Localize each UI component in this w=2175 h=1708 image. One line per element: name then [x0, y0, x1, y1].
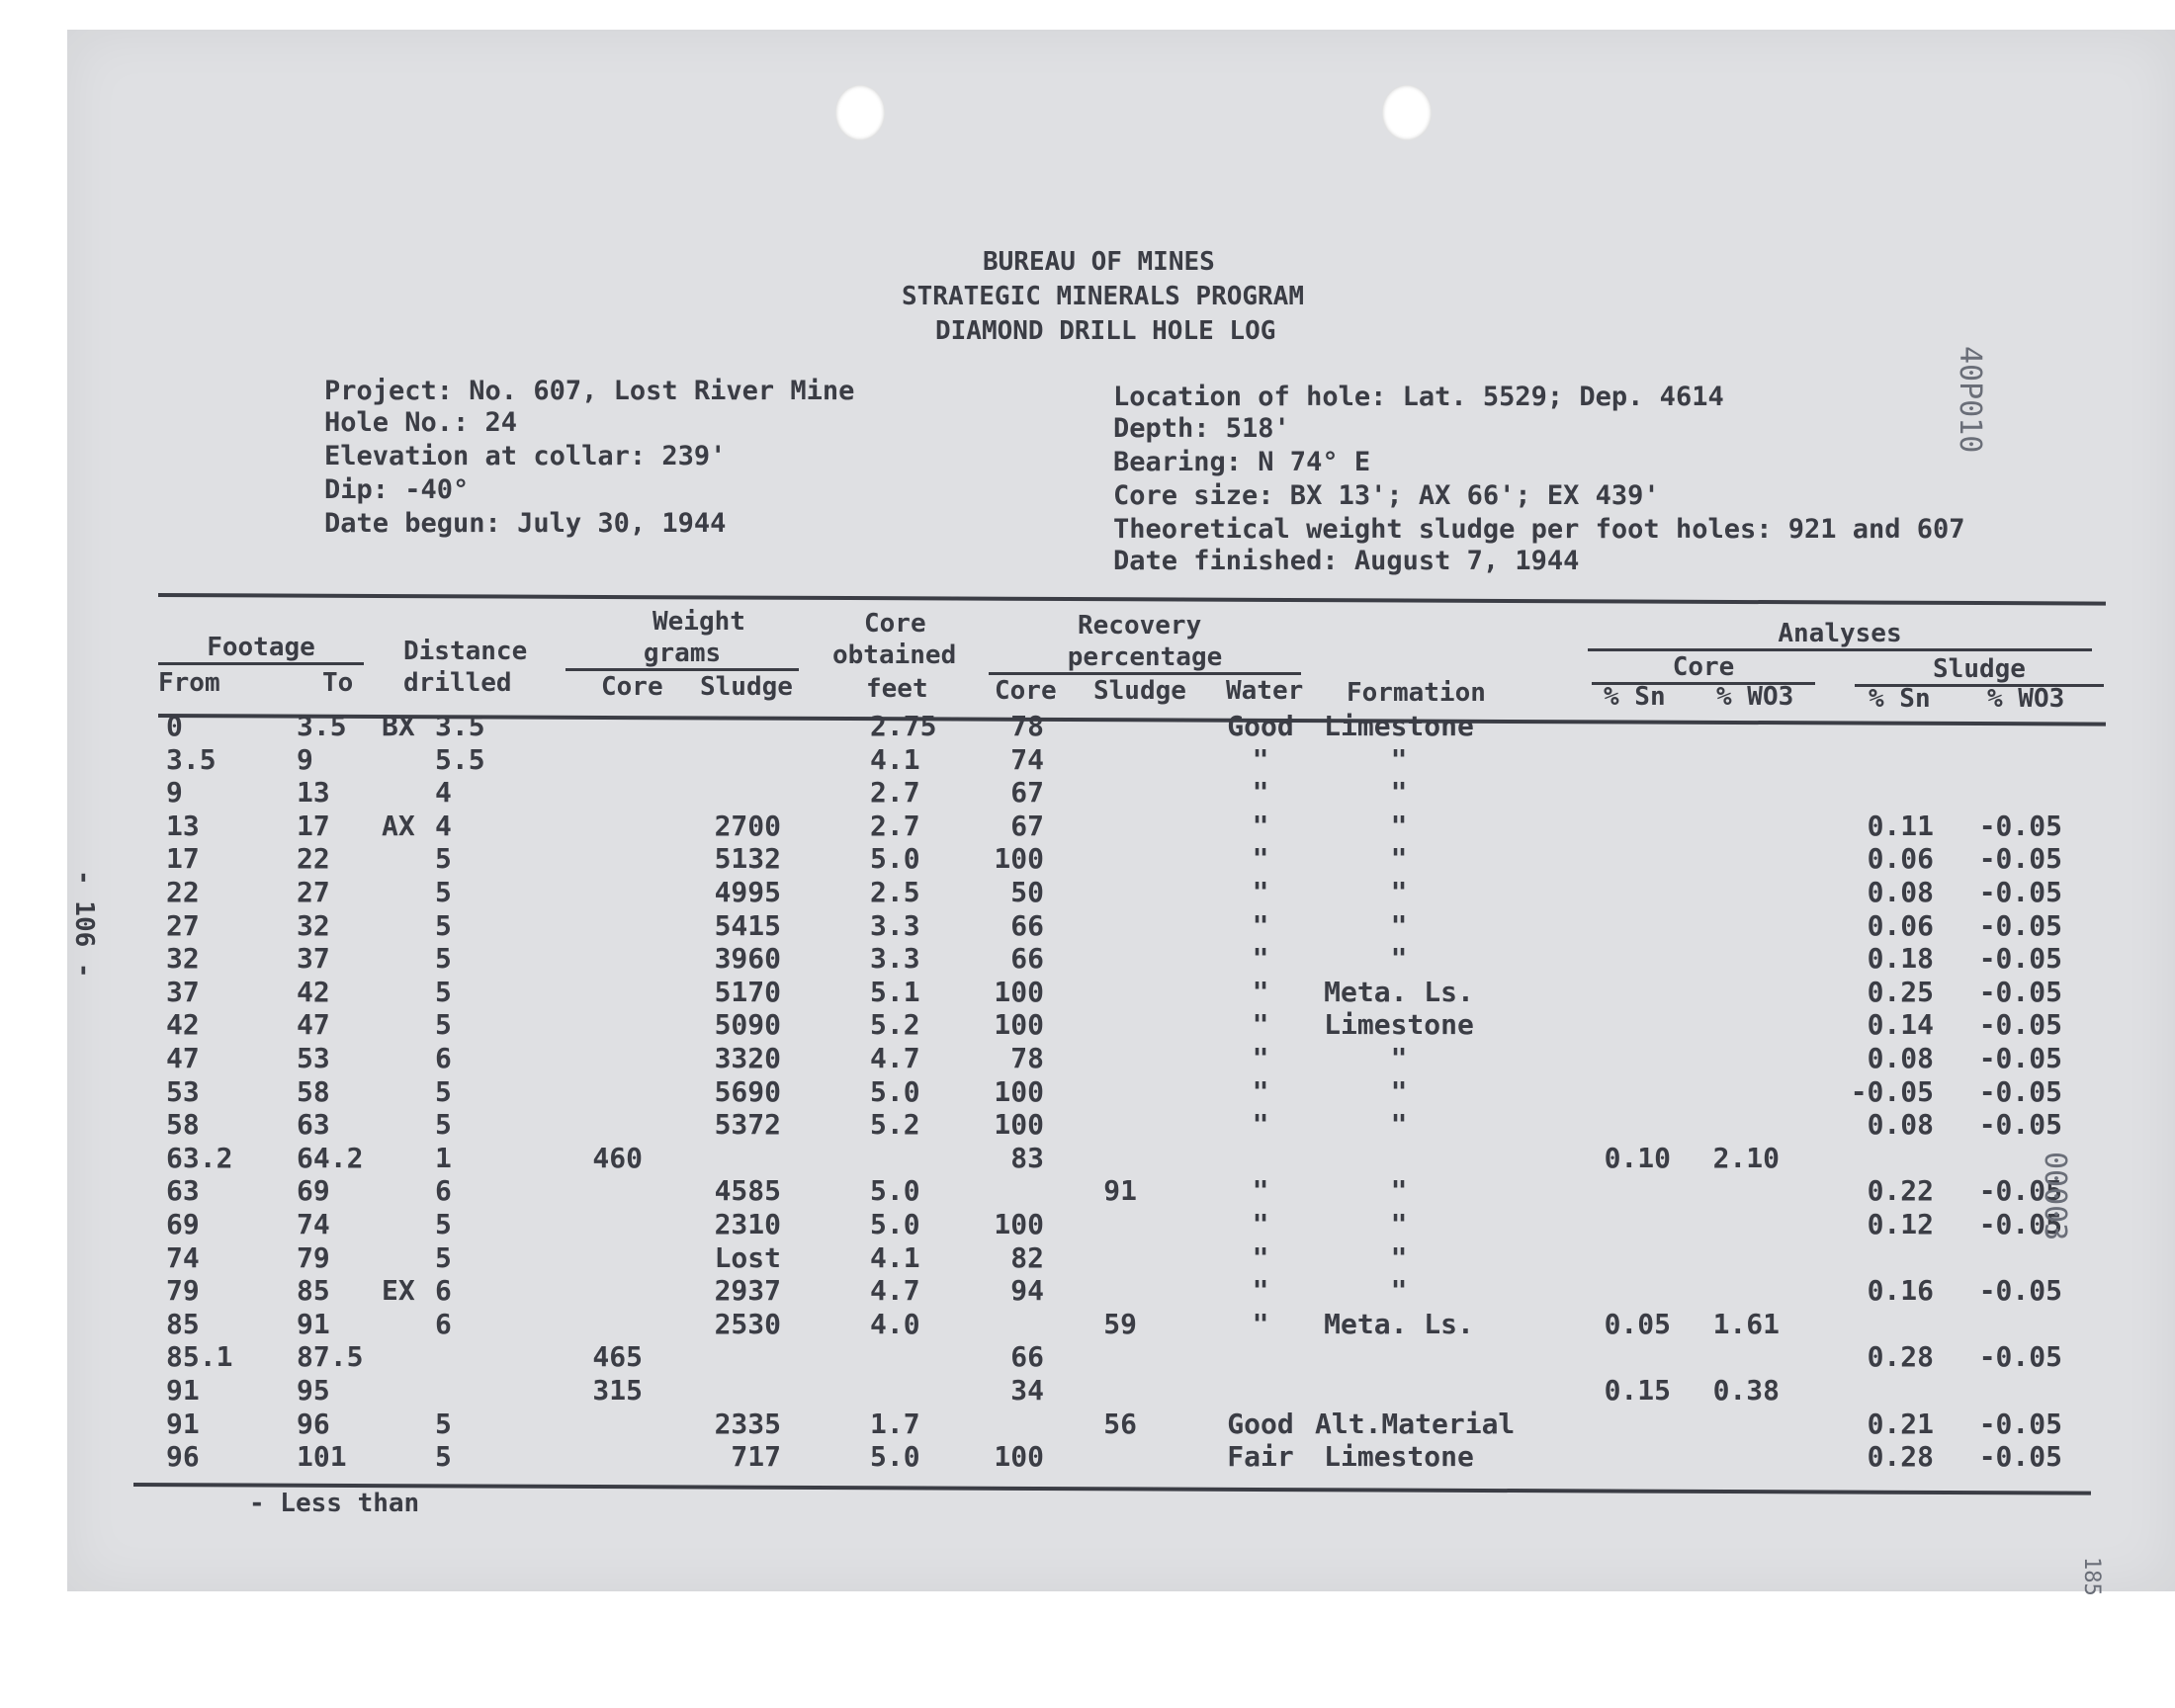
cell-rcore: 78 — [1010, 1042, 1044, 1074]
cell-form: " — [1390, 1240, 1408, 1274]
cell-from: 17 — [166, 842, 200, 876]
cell-cwo3: 2.10 — [1712, 1141, 1780, 1174]
cell-water: " — [1252, 876, 1269, 908]
cell-cob: 4.7 — [870, 1274, 920, 1308]
cell-swo3: -0.05 — [1978, 908, 2062, 942]
cell-cob: 3.3 — [870, 942, 920, 976]
cell-swo3: -0.05 — [1978, 1340, 2062, 1374]
cell-rcore: 100 — [994, 1008, 1044, 1042]
punch-hole-left — [835, 85, 885, 140]
cell-to: 85 — [297, 1274, 330, 1308]
cell-water: " — [1252, 809, 1269, 842]
cell-wsludge: 5415 — [714, 908, 781, 942]
cell-wsludge: 5090 — [714, 1008, 781, 1042]
cell-wsludge: 3960 — [714, 942, 781, 976]
cell-wsludge: 2937 — [714, 1274, 781, 1308]
cell-from: 9 — [166, 776, 183, 810]
cell-dist: 5 — [435, 942, 452, 976]
cell-size: EX — [382, 1274, 415, 1308]
cell-dist: 1 — [435, 1141, 452, 1174]
cell-swo3: -0.05 — [1978, 1174, 2062, 1208]
cell-rcore: 66 — [1010, 942, 1044, 976]
cell-to: 3.5 — [297, 710, 347, 742]
cell-swo3: -0.05 — [1978, 975, 2062, 1008]
cell-water: Good — [1227, 1407, 1294, 1440]
cell-dist: 6 — [435, 1174, 452, 1208]
cell-cob: 5.2 — [870, 1008, 920, 1042]
cell-dist: 5.5 — [435, 742, 485, 776]
cell-wsludge: 2310 — [714, 1208, 781, 1240]
cell-ssn: 0.12 — [1867, 1208, 1934, 1240]
cell-rcore: 100 — [994, 842, 1044, 876]
cell-water: " — [1252, 742, 1269, 776]
cell-water: Fair — [1227, 1440, 1294, 1474]
cell-ssn: 0.08 — [1867, 1108, 1934, 1142]
cell-wsludge: 3320 — [714, 1042, 781, 1074]
cell-rcore: 100 — [994, 1208, 1044, 1240]
cell-to: 79 — [297, 1240, 330, 1274]
cell-size: BX — [382, 710, 415, 742]
theoretical-weight: Theoretical weight sludge per foot holes: 921 and 607 — [1113, 514, 1965, 545]
cell-cob: 5.0 — [870, 1074, 920, 1108]
cell-dist: 5 — [435, 1008, 452, 1042]
cell-cob: 2.7 — [870, 776, 920, 810]
cell-cob: 4.1 — [870, 742, 920, 776]
cell-swo3: -0.05 — [1978, 1440, 2062, 1474]
cell-swo3: -0.05 — [1978, 876, 2062, 908]
col-weight-core: Core — [601, 672, 663, 702]
cell-form: Limestone — [1324, 710, 1474, 742]
cell-from: 63.2 — [166, 1141, 233, 1174]
cell-wcore: 465 — [592, 1340, 643, 1374]
cell-to: 22 — [297, 842, 330, 876]
cell-from: 85.1 — [166, 1340, 233, 1374]
cell-rcore: 78 — [1010, 710, 1044, 742]
cell-from: 58 — [166, 1108, 200, 1142]
cell-water: " — [1252, 1074, 1269, 1108]
cell-rcore: 50 — [1010, 876, 1044, 908]
col-recovery: Recovery — [1078, 611, 1202, 640]
cell-form: " — [1390, 842, 1408, 876]
cell-cob: 5.0 — [870, 842, 920, 876]
cell-ssn: 0.08 — [1867, 876, 1934, 908]
cell-to: 64.2 — [297, 1141, 364, 1174]
cell-water: " — [1252, 1108, 1269, 1142]
cell-from: 74 — [166, 1240, 200, 1274]
cell-from: 96 — [166, 1440, 200, 1474]
col-core-obtained-2: obtained — [832, 640, 957, 670]
cell-to: 27 — [297, 876, 330, 908]
cell-swo3: -0.05 — [1978, 1208, 2062, 1240]
cell-form: Limestone — [1324, 1008, 1474, 1042]
cell-cob: 1.7 — [870, 1407, 920, 1440]
col-weight: Weight — [652, 607, 745, 637]
col-core-sn: % Sn — [1604, 682, 1666, 712]
cell-ssn: 0.14 — [1867, 1008, 1934, 1042]
cell-wsludge: 717 — [731, 1440, 781, 1474]
cell-wsludge: 2700 — [714, 809, 781, 842]
col-drilled: drilled — [403, 668, 512, 698]
cell-form: Meta. Ls. — [1324, 975, 1474, 1008]
cell-cob: 2.5 — [870, 876, 920, 908]
cell-from: 91 — [166, 1374, 200, 1407]
cell-cwo3: 0.38 — [1712, 1374, 1780, 1407]
cell-dist: 5 — [435, 876, 452, 908]
cell-csn: 0.05 — [1604, 1307, 1671, 1340]
cell-form: " — [1390, 908, 1408, 942]
col-sludge-wo3: % WO3 — [1987, 684, 2065, 714]
cell-ssn: 0.06 — [1867, 842, 1934, 876]
cell-form: " — [1390, 1208, 1408, 1240]
cell-rcore: 34 — [1010, 1374, 1044, 1407]
cell-swo3: -0.05 — [1978, 1407, 2062, 1440]
cell-from: 47 — [166, 1042, 200, 1074]
cell-swo3: -0.05 — [1978, 1042, 2062, 1074]
cell-dist: 6 — [435, 1307, 452, 1340]
cell-rcore: 100 — [994, 1074, 1044, 1108]
cell-water: " — [1252, 1274, 1269, 1308]
cell-to: 91 — [297, 1307, 330, 1340]
cell-water: " — [1252, 1307, 1269, 1340]
cell-to: 58 — [297, 1074, 330, 1108]
cell-wcore: 460 — [592, 1141, 643, 1174]
header-line-2: STRATEGIC MINERALS PROGRAM — [902, 282, 1304, 311]
page-number: - 106 - — [69, 870, 99, 979]
project-info: Project: No. 607, Lost River Mine — [324, 376, 855, 406]
cell-swo3: -0.05 — [1978, 1108, 2062, 1142]
cell-to: 87.5 — [297, 1340, 364, 1374]
cell-cob: 5.0 — [870, 1174, 920, 1208]
cell-cob: 4.7 — [870, 1042, 920, 1074]
cell-form: " — [1390, 1074, 1408, 1108]
cell-to: 53 — [297, 1042, 330, 1074]
cell-water: " — [1252, 1174, 1269, 1208]
hole-number: Hole No.: 24 — [324, 407, 518, 438]
cell-cwo3: 1.61 — [1712, 1307, 1780, 1340]
cell-rcore: 67 — [1010, 809, 1044, 842]
col-to: To — [322, 668, 354, 698]
cell-swo3: -0.05 — [1978, 1074, 2062, 1108]
cell-wsludge: Lost — [714, 1240, 781, 1274]
cell-rcore: 66 — [1010, 908, 1044, 942]
cell-dist: 5 — [435, 1074, 452, 1108]
cell-rsludge: 56 — [1103, 1407, 1137, 1440]
cell-dist: 5 — [435, 975, 452, 1008]
cell-cob: 3.3 — [870, 908, 920, 942]
cell-from: 32 — [166, 942, 200, 976]
col-percentage: percentage — [989, 642, 1301, 675]
cell-rcore: 100 — [994, 1440, 1044, 1474]
header-line-1: BUREAU OF MINES — [983, 247, 1215, 277]
cell-to: 101 — [297, 1440, 347, 1474]
cell-wsludge: 5372 — [714, 1108, 781, 1142]
cell-form: Limestone — [1324, 1440, 1474, 1474]
cell-ssn: 0.21 — [1867, 1407, 1934, 1440]
cell-form: " — [1390, 776, 1408, 810]
punch-hole-right — [1382, 85, 1432, 140]
cell-to: 96 — [297, 1407, 330, 1440]
cell-to: 95 — [297, 1374, 330, 1407]
cell-ssn: -0.05 — [1850, 1074, 1934, 1108]
cell-water: " — [1252, 1208, 1269, 1240]
cell-to: 69 — [297, 1174, 330, 1208]
cell-dist: 5 — [435, 842, 452, 876]
cell-rsludge: 59 — [1103, 1307, 1137, 1340]
cell-wsludge: 5170 — [714, 975, 781, 1008]
cell-from: 63 — [166, 1174, 200, 1208]
cell-form: " — [1390, 1108, 1408, 1142]
cell-from: 69 — [166, 1208, 200, 1240]
cell-cob: 5.0 — [870, 1208, 920, 1240]
cell-swo3: -0.05 — [1978, 1274, 2062, 1308]
cell-wsludge: 5690 — [714, 1074, 781, 1108]
footnote: - Less than — [249, 1489, 420, 1518]
col-analyses-core: Core — [1592, 652, 1815, 685]
cell-to: 9 — [297, 742, 313, 776]
col-core-wo3: % WO3 — [1716, 682, 1794, 712]
header-line-3: DIAMOND DRILL HOLE LOG — [935, 316, 1276, 346]
cell-wsludge: 4585 — [714, 1174, 781, 1208]
bearing: Bearing: N 74° E — [1113, 447, 1371, 477]
col-core-obtained-1: Core — [864, 609, 926, 639]
col-core-obtained-3: feet — [866, 674, 928, 704]
cell-rcore: 83 — [1010, 1141, 1044, 1174]
cell-form: " — [1390, 1042, 1408, 1074]
cell-from: 13 — [166, 809, 200, 842]
cell-from: 27 — [166, 908, 200, 942]
cell-cob: 2.75 — [870, 710, 937, 742]
cell-form: " — [1390, 809, 1408, 842]
cell-dist: 5 — [435, 1208, 452, 1240]
cell-dist: 5 — [435, 1108, 452, 1142]
col-analyses: Analyses — [1588, 619, 2092, 651]
stamp-mid: 00003 — [2038, 1152, 2072, 1241]
cell-water: " — [1252, 942, 1269, 976]
cell-csn: 0.10 — [1604, 1141, 1671, 1174]
cell-swo3: -0.05 — [1978, 842, 2062, 876]
cell-from: 85 — [166, 1307, 200, 1340]
cell-cob: 5.0 — [870, 1440, 920, 1474]
cell-water: " — [1252, 908, 1269, 942]
cell-form: Meta. Ls. — [1324, 1307, 1474, 1340]
cell-csn: 0.15 — [1604, 1374, 1671, 1407]
cell-rsludge: 91 — [1103, 1174, 1137, 1208]
date-begun: Date begun: July 30, 1944 — [324, 508, 727, 539]
cell-wsludge: 2335 — [714, 1407, 781, 1440]
col-formation: Formation — [1347, 678, 1486, 708]
cell-to: 13 — [297, 776, 330, 810]
cell-dist: 6 — [435, 1274, 452, 1308]
col-recovery-sludge: Sludge — [1093, 676, 1186, 706]
cell-dist: 5 — [435, 1407, 452, 1440]
cell-dist: 5 — [435, 1240, 452, 1274]
cell-ssn: 0.11 — [1867, 809, 1934, 842]
cell-to: 47 — [297, 1008, 330, 1042]
cell-rcore: 74 — [1010, 742, 1044, 776]
cell-form: " — [1390, 742, 1408, 776]
col-distance: Distance — [403, 637, 528, 666]
cell-from: 22 — [166, 876, 200, 908]
cell-dist: 5 — [435, 1440, 452, 1474]
cell-to: 37 — [297, 942, 330, 976]
cell-rcore: 66 — [1010, 1340, 1044, 1374]
cell-wsludge: 4995 — [714, 876, 781, 908]
date-finished: Date finished: August 7, 1944 — [1113, 546, 1580, 576]
cell-rcore: 94 — [1010, 1274, 1044, 1308]
cell-wcore: 315 — [592, 1374, 643, 1407]
core-size: Core size: BX 13'; AX 66'; EX 439' — [1113, 480, 1660, 511]
cell-cob: 5.2 — [870, 1108, 920, 1142]
cell-water: " — [1252, 1240, 1269, 1274]
cell-from: 91 — [166, 1407, 200, 1440]
cell-ssn: 0.28 — [1867, 1340, 1934, 1374]
cell-water: " — [1252, 842, 1269, 876]
cell-to: 17 — [297, 809, 330, 842]
cell-rcore: 82 — [1010, 1240, 1044, 1274]
cell-ssn: 0.16 — [1867, 1274, 1934, 1308]
cell-rcore: 67 — [1010, 776, 1044, 810]
col-water: Water — [1226, 676, 1304, 706]
col-weight-sludge: Sludge — [700, 672, 793, 702]
elevation-at-collar: Elevation at collar: 239' — [324, 441, 727, 471]
cell-rcore: 100 — [994, 975, 1044, 1008]
cell-ssn: 0.06 — [1867, 908, 1934, 942]
cell-water: " — [1252, 1008, 1269, 1042]
cell-from: 0 — [166, 710, 183, 742]
cell-form: " — [1390, 1274, 1408, 1308]
cell-rcore: 100 — [994, 1108, 1044, 1142]
cell-cob: 5.1 — [870, 975, 920, 1008]
col-recovery-core: Core — [995, 676, 1057, 706]
dip: Dip: -40° — [324, 474, 470, 505]
cell-to: 63 — [297, 1108, 330, 1142]
depth: Depth: 518' — [1113, 413, 1290, 444]
cell-wsludge: 2530 — [714, 1307, 781, 1340]
cell-cob: 4.1 — [870, 1240, 920, 1274]
cell-ssn: 0.18 — [1867, 942, 1934, 976]
cell-form: " — [1390, 876, 1408, 908]
cell-water: " — [1252, 1042, 1269, 1074]
cell-wsludge: 5132 — [714, 842, 781, 876]
cell-form: " — [1390, 1174, 1408, 1208]
location-of-hole: Location of hole: Lat. 5529; Dep. 4614 — [1113, 382, 1724, 412]
cell-cob: 4.0 — [870, 1307, 920, 1340]
cell-dist: 6 — [435, 1042, 452, 1074]
col-footage: Footage — [158, 633, 364, 665]
cell-from: 37 — [166, 975, 200, 1008]
cell-form: " — [1390, 942, 1408, 976]
cell-dist: 4 — [435, 776, 452, 810]
cell-swo3: -0.05 — [1978, 1008, 2062, 1042]
cell-from: 53 — [166, 1074, 200, 1108]
cell-water: " — [1252, 776, 1269, 810]
cell-dist: 5 — [435, 908, 452, 942]
cell-ssn: 0.22 — [1867, 1174, 1934, 1208]
col-sludge-sn: % Sn — [1869, 684, 1931, 714]
cell-cob: 2.7 — [870, 809, 920, 842]
cell-form: Alt.Material — [1315, 1407, 1516, 1440]
col-analyses-sludge: Sludge — [1855, 654, 2104, 687]
cell-dist: 4 — [435, 809, 452, 842]
cell-swo3: -0.05 — [1978, 809, 2062, 842]
cell-ssn: 0.25 — [1867, 975, 1934, 1008]
cell-size: AX — [382, 809, 415, 842]
cell-swo3: -0.05 — [1978, 942, 2062, 976]
cell-from: 79 — [166, 1274, 200, 1308]
cell-from: 3.5 — [166, 742, 217, 776]
cell-water: " — [1252, 975, 1269, 1008]
cell-water: Good — [1227, 710, 1294, 742]
cell-to: 74 — [297, 1208, 330, 1240]
cell-to: 42 — [297, 975, 330, 1008]
col-from: From — [158, 668, 220, 698]
cell-dist: 3.5 — [435, 710, 485, 742]
cell-ssn: 0.08 — [1867, 1042, 1934, 1074]
col-grams: grams — [566, 639, 799, 671]
stamp-top: 40P010 — [1953, 346, 1987, 454]
cell-to: 32 — [297, 908, 330, 942]
stamp-bottom: 185 — [2079, 1557, 2104, 1596]
cell-from: 42 — [166, 1008, 200, 1042]
cell-ssn: 0.28 — [1867, 1440, 1934, 1474]
